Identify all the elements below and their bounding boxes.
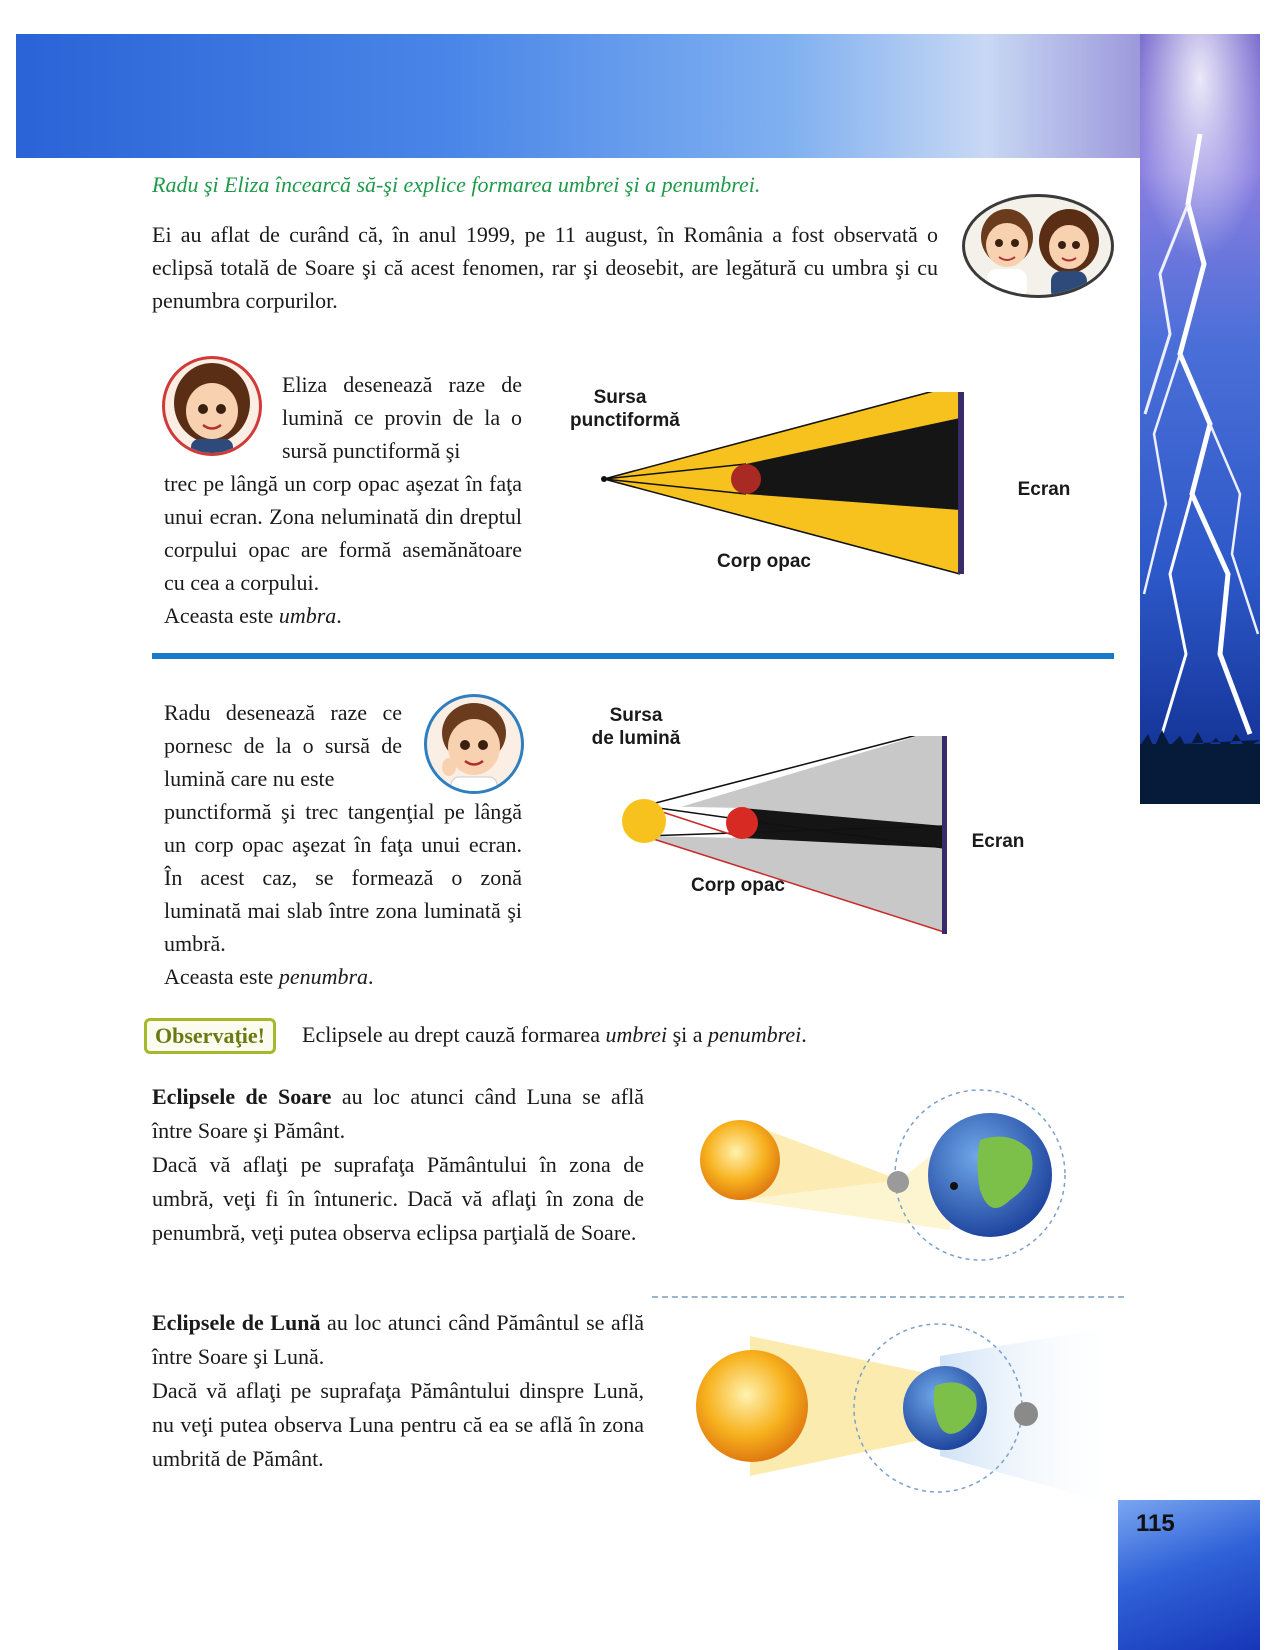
diagram1-screen-label: Ecran [1017, 479, 1071, 500]
eliza-text-top: Eliza desenează raze de lumină ce provin de la o sursă punctiformă şi [282, 372, 522, 463]
radu-text-body: punctiformă şi trec tangenţial pe lângă un corp opac aşezat în faţa unui ecran. În acest caz, se formează o zonă luminată mai slab între zona luminată şi umbră. [164, 799, 522, 956]
eliza-text-body: trec pe lângă un corp opac aşezat în faţa unui ecran. Zona neluminată din dreptul corpului opac are formă asemănătoare cu cea a corpului. [164, 471, 522, 595]
diagram1-body-label: Corp opac [717, 551, 811, 572]
intro-paragraph: Ei au aflat de curând că, în anul 1999, pe 11 august, în România a fost observată o eclipsă totală de Soare şi că acest fenomen, rar şi deosebit, are legătură cu umbra şi cu penumbra corpurilor. [152, 222, 938, 313]
radu-eliza-avatar [962, 194, 1114, 298]
moon-icon [1014, 1402, 1038, 1426]
moon-icon [887, 1171, 909, 1193]
extended-source-icon [622, 799, 666, 843]
umbra-term: umbra [278, 603, 337, 628]
section-divider [152, 653, 1114, 659]
diagram2-source-label: Sursa de lumină [591, 705, 681, 749]
observation-text: Eclipsele au drept cauză formarea umbrei şi a penumbrei. [302, 1022, 807, 1047]
radu-text-bottom [164, 795, 522, 993]
screen-bar [942, 736, 947, 934]
solar-eclipse-text: Eclipsele de Soare au loc atunci când Luna se află între Soare şi Pământ. Dacă vă aflaţi pe suprafaţa Pământului în zona de umbră, veţi fi în întuneric. Dacă vă aflaţi în zona de penumbră, veţi putea observa eclipsa parţială de Soare. [152, 1084, 645, 1245]
lunar-eclipse-text: Eclipsele de Lună au loc atunci când Pământul se află între Soare şi Lună. Dacă vă aflaţi pe suprafaţa Pământului dinspre Lună, nu veţi putea observa Luna pentru că ea se află în zona umbrită de Pământ. [152, 1310, 644, 1471]
page-number: 115 [1136, 1510, 1175, 1537]
eliza-avatar [162, 356, 262, 456]
lunar-eclipse-title: Eclipsele de Lună [152, 1310, 321, 1335]
umbra-diagram [570, 387, 1106, 582]
opaque-body-icon [731, 464, 761, 494]
radu-avatar [424, 694, 524, 794]
penumbra-term: penumbra [278, 964, 369, 989]
lightning-icon [1140, 34, 1260, 804]
sun-icon [700, 1120, 780, 1200]
intro-heading: Radu şi Eliza încearcă să-şi explice formarea umbrei şi a penumbrei. [152, 172, 761, 197]
opaque-body-icon [726, 807, 758, 839]
solar-eclipse-illustration [690, 1080, 1110, 1280]
point-source-icon [601, 476, 607, 482]
diagram1-source-label: Sursa punctiformă [570, 387, 680, 431]
observation-badge: Observaţie! [144, 1018, 276, 1054]
umbra-conclusion: Aceasta este umbra. [164, 603, 342, 628]
screen-bar [958, 392, 964, 574]
sun-icon [696, 1350, 808, 1462]
lightning-strip [1140, 34, 1260, 804]
lunar-eclipse-illustration [690, 1316, 1130, 1516]
penumbra-diagram [591, 705, 1064, 936]
penumbra-conclusion: Aceasta este penumbra. [164, 964, 374, 989]
eclipse-separator [652, 1296, 1124, 1298]
top-banner [16, 34, 1260, 158]
eliza-text-bottom [164, 467, 522, 632]
solar-eclipse-title: Eclipsele de Soare [152, 1084, 332, 1109]
diagram2-screen-label: Ecran [971, 831, 1025, 852]
radu-text-top: Radu desenează raze ce pornesc de la o sursă de lumină care nu este [164, 700, 402, 791]
diagram2-body-label: Corp opac [691, 875, 785, 896]
